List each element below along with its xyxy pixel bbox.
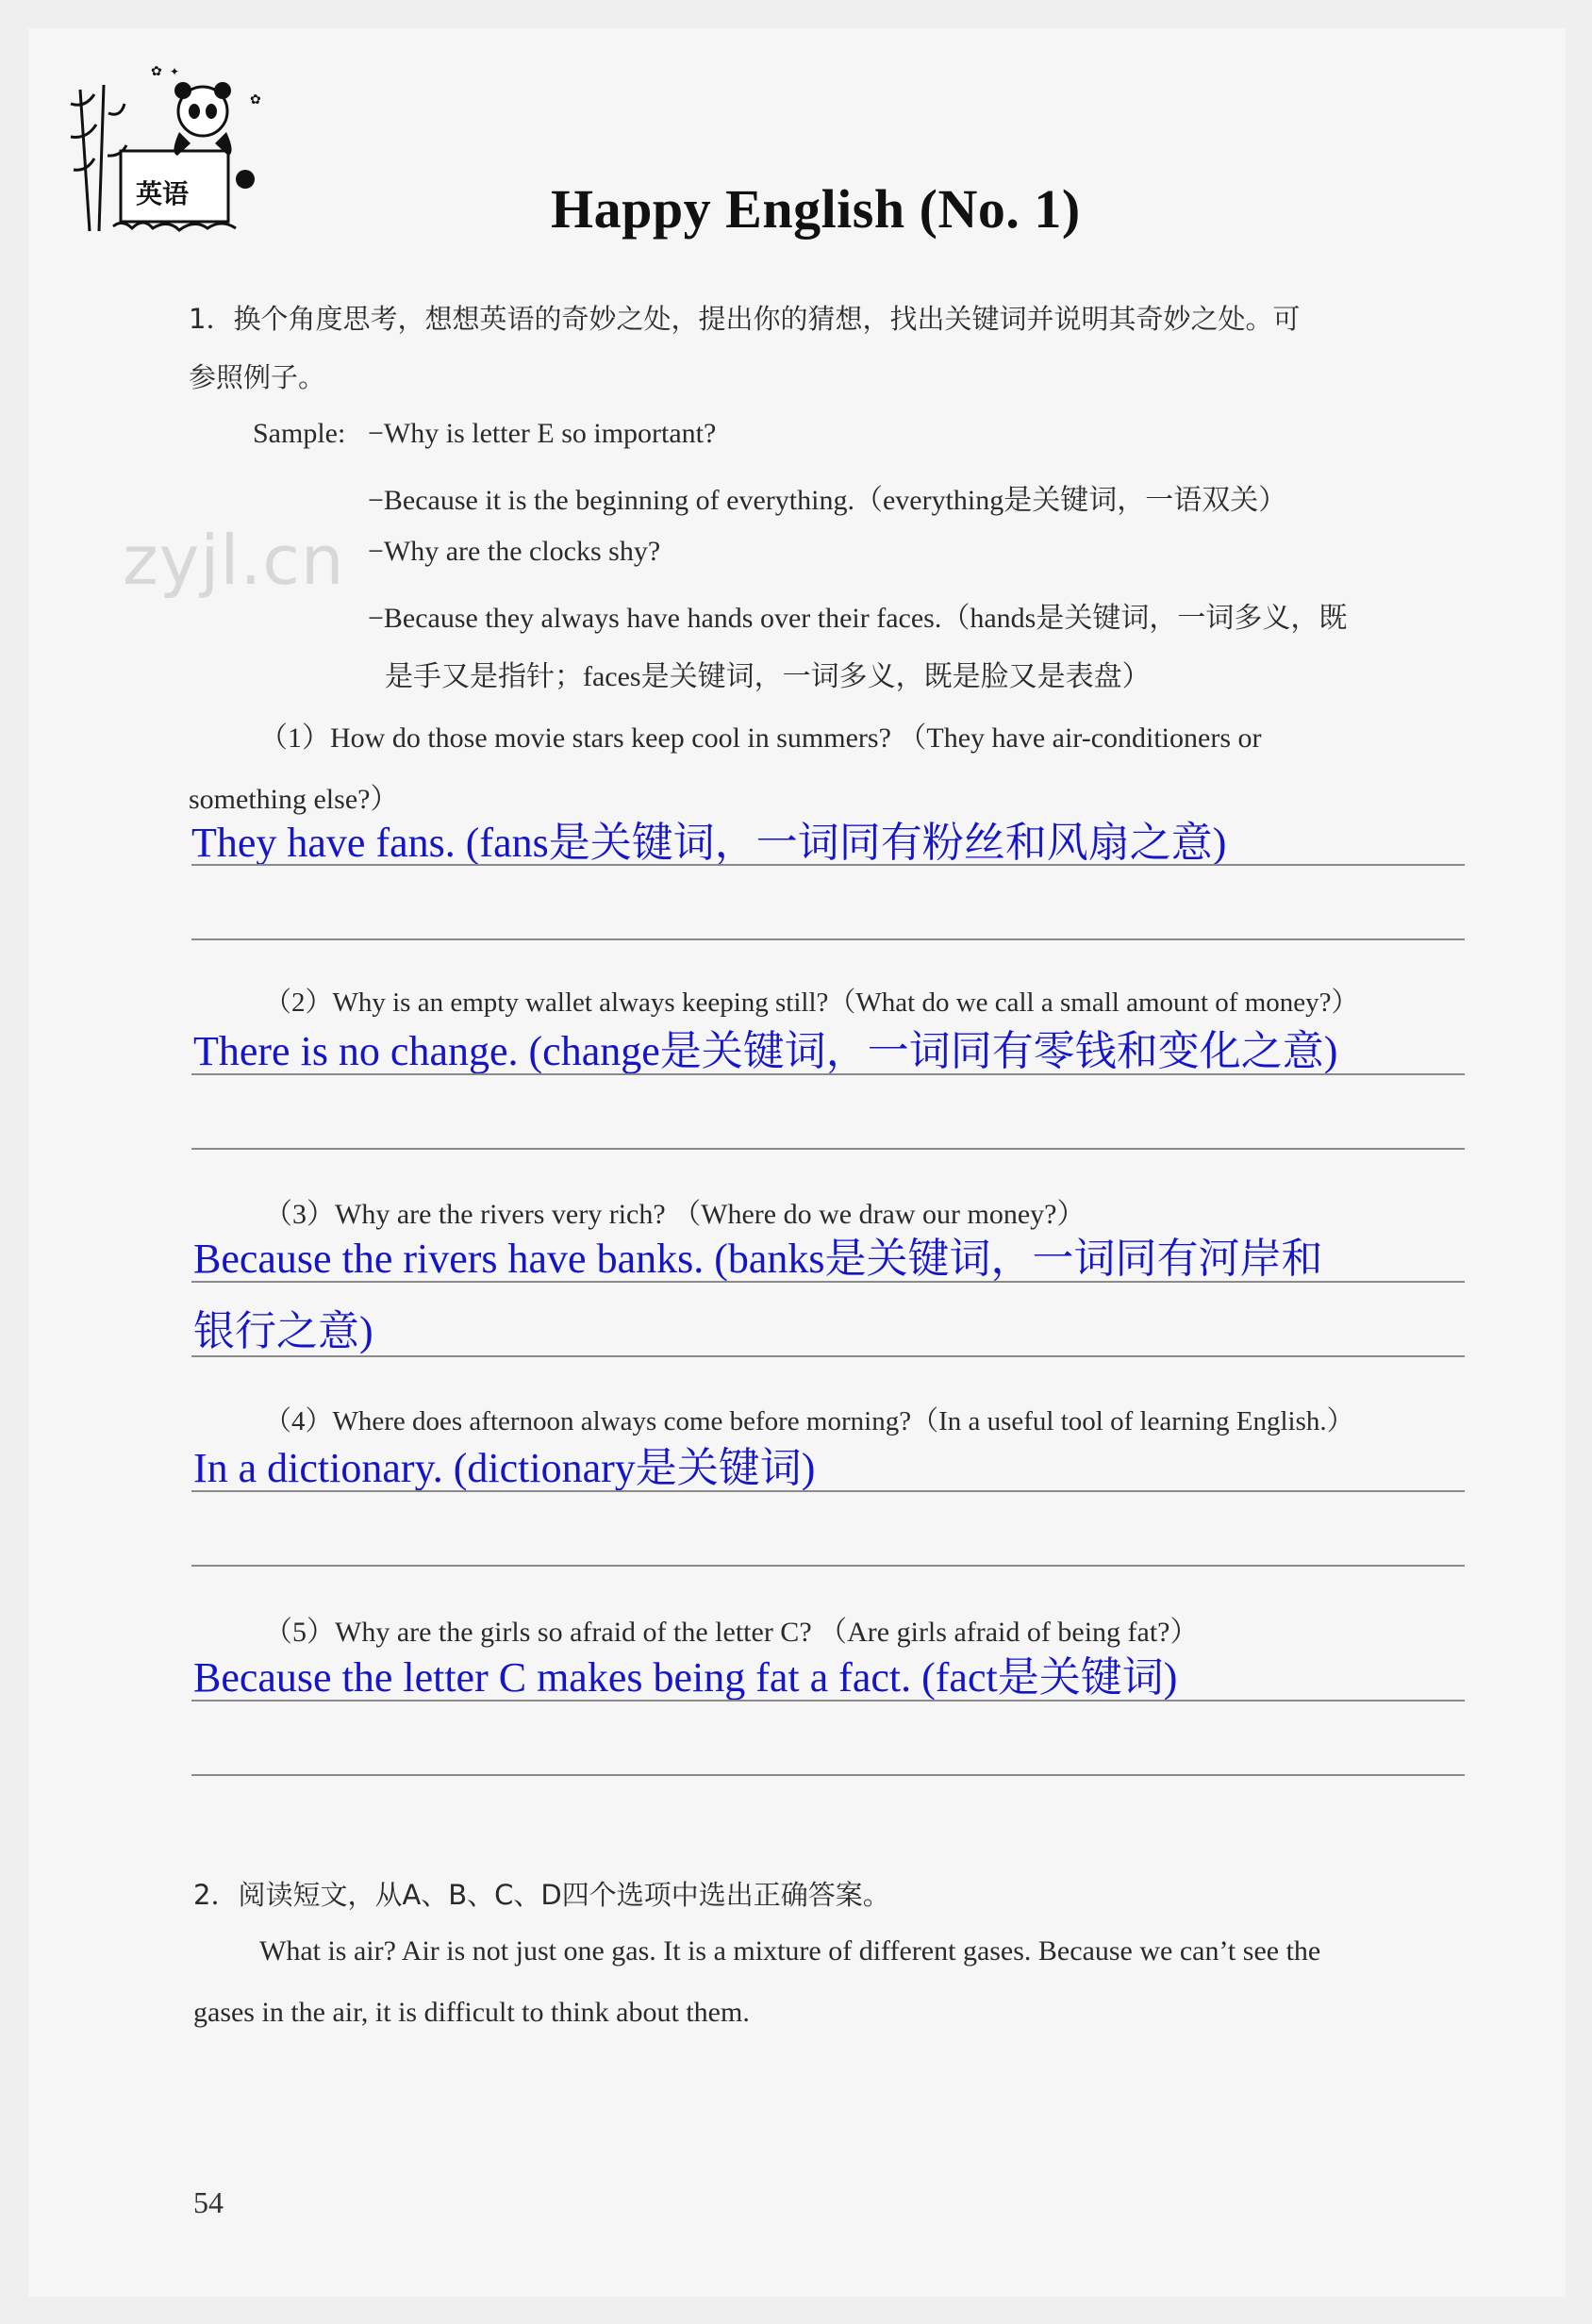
logo-subject-label: 英语 xyxy=(136,178,190,209)
q1-item2-answer: There is no change. (change是关键词，一词同有零钱和变化之意) xyxy=(193,1028,1338,1074)
q1-instruction-line2: 参照例子。 xyxy=(189,361,326,393)
answer-line xyxy=(191,1774,1465,1776)
q1-item3-answer-cont: 银行之意) xyxy=(193,1308,373,1354)
svg-text:✿: ✿ xyxy=(250,93,261,108)
sample-line: 是手又是指针；faces是关键词，一词多义，既是脸又是表盘） xyxy=(385,661,1151,692)
q1-item3-answer: Because the rivers have banks. (banks是关键词，一词同有河岸和 xyxy=(193,1236,1323,1282)
panda-bamboo-logo xyxy=(66,66,274,241)
answer-line xyxy=(191,1073,1465,1075)
answer-line xyxy=(191,1490,1465,1492)
q1-instruction-line1: 1．换个角度思考，想想英语的奇妙之处，提出你的猜想，找出关键词并说明其奇妙之处。可 xyxy=(189,303,1301,335)
q1-item4-prompt: （4）Where does afternoon always come before morning?（In a useful tool of learning English.） xyxy=(264,1406,1354,1436)
q1-item2-prompt: （2）Why is an empty wallet always keeping still?（What do we call a small amount of money?） xyxy=(264,988,1359,1018)
page-title: Happy English (No. 1) xyxy=(551,178,1081,240)
q2-instruction: 2．阅读短文，从A、B、C、D四个选项中选出正确答案。 xyxy=(193,1879,890,1911)
answer-line xyxy=(191,938,1465,940)
svg-text:✦: ✦ xyxy=(170,66,180,78)
sample-line: −Because they always have hands over their faces.（hands是关键词，一词多义，既 xyxy=(368,603,1348,634)
sample-line: −Why are the clocks shy? xyxy=(368,536,661,567)
page-number: 54 xyxy=(193,2185,224,2219)
q2-passage-line1: What is air? Air is not just one gas. It is a mixture of different gases. Because we can’t see the xyxy=(259,1935,1321,1967)
q1-item5-answer: Because the letter C makes being fat a fact. (fact是关键词) xyxy=(193,1654,1178,1701)
q1-item4-answer: In a dictionary. (dictionary是关键词) xyxy=(193,1445,816,1491)
sample-line: −Why is letter E so important? xyxy=(368,418,717,449)
q1-item3-prompt: （3）Why are the rivers very rich? （Where do we draw our money?） xyxy=(264,1199,1086,1230)
sample-label: Sample: xyxy=(253,418,346,449)
q1-item1-prompt-cont: something else?） xyxy=(189,784,399,815)
q1-item1-prompt: （1）How do those movie stars keep cool in summers? （They have air-conditioners or xyxy=(259,722,1262,754)
sample-line: −Because it is the beginning of everything.（everything是关键词，一语双关） xyxy=(368,485,1287,516)
svg-text:✿: ✿ xyxy=(151,66,162,79)
watermark: zyjl.cn xyxy=(123,521,345,600)
q2-passage-line2: gases in the air, it is difficult to think about them. xyxy=(193,1997,750,2028)
answer-line xyxy=(191,1148,1465,1150)
q1-item1-answer: They have fans. (fans是关键词，一词同有粉丝和风扇之意) xyxy=(191,820,1227,866)
answer-line xyxy=(191,1281,1465,1283)
answer-line xyxy=(191,1700,1465,1702)
q1-item5-prompt: （5）Why are the girls so afraid of the letter C? （Are girls afraid of being fat?） xyxy=(264,1617,1199,1648)
answer-line xyxy=(191,1355,1465,1357)
answer-line xyxy=(191,864,1465,866)
answer-line xyxy=(191,1565,1465,1567)
